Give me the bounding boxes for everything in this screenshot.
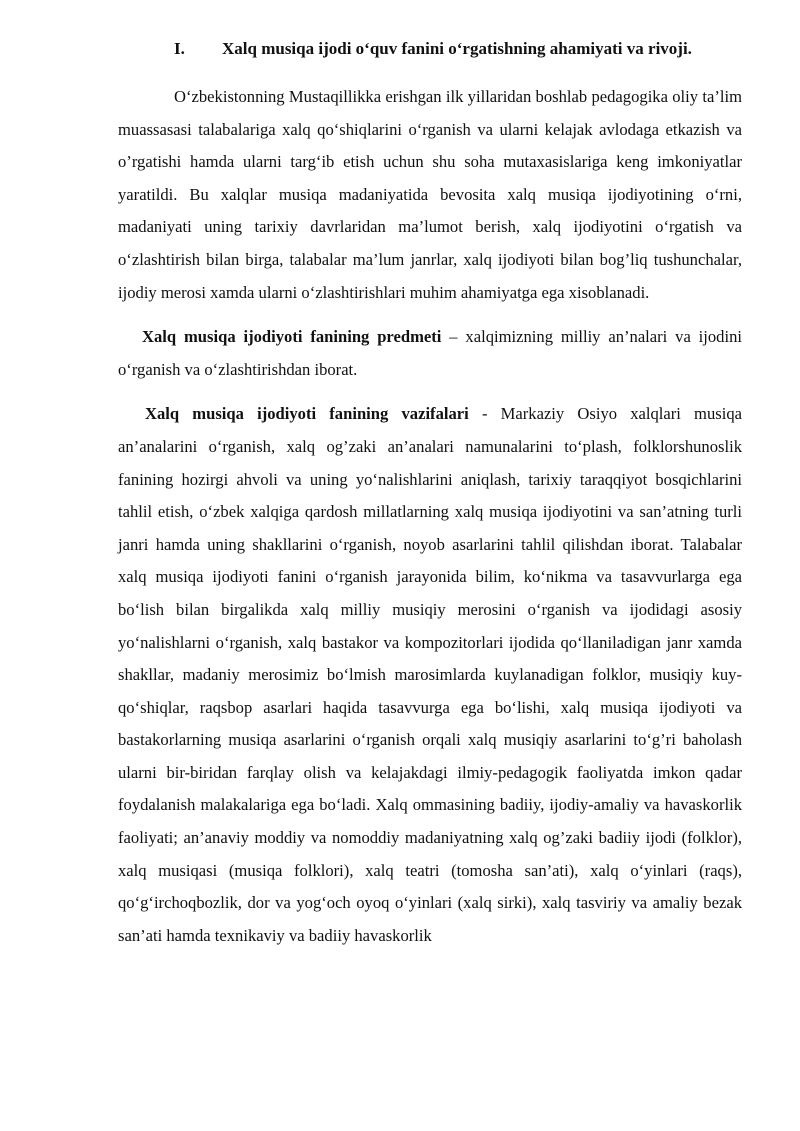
subject-paragraph	[118, 321, 742, 386]
paragraph-gap	[118, 309, 742, 321]
tasks-term: Xalq musiqa ijodiyoti fanining vazifalari	[145, 404, 469, 424]
subject-term: Xalq musiqa ijodiyoti fanining predmeti	[142, 327, 442, 347]
intro-paragraph: O‘zbekistonning Mustaqillikka erishgan ilk yillaridan boshlab pedagogika oliy ta’lim muassasasi talabalariga xalq qo‘shiqlarini o‘rganish va ularni kelajak avlodaga etkazish va o’rgatishi hamda ularni targ‘ib etish uchun shu soha mutaxasislariga keng imkoniyatlar yaratildi. Bu xalqlar musiqa madaniyatida bevosita xalq musiqa ijodiyotining o‘rni, madaniyati uning tarixiy davrlaridan ma’lumot berish, xalq ijodiyotini o‘rgatish va o‘zlashtirish bilan birga, talabalar ma’lum janrlar, xalq ijodiyoti bilan bog’liq tushunchalar, ijodiy merosi xamda ularni o‘zlashtirishlari muhim ahamiyatga ega xisoblanadi.	[118, 87, 742, 302]
section-heading	[118, 36, 742, 62]
tasks-text: - Markaziy Osiyo xalqlari musiqa an’analarini o‘rganish, xalq og’zaki an’analari namunalarini to‘plash, folklorshunoslik fanining hozirgi ahvoli va uning yo‘nalishlarini aniqlash, tarixiy taraqqiyot bosqichlarini tahlil etish, o‘zbek xalqiga qardosh millatlarning xalq musiqa ijodiyotini va san’atning turli janri hamda uning shakllarini o‘rganish, noyob asarlarini tahlil qilishdan iborat. Talabalar xalq musiqa ijodiyoti fanini o‘rganish jarayonida bilim, ko‘nikma va tasavvurlarga ega bo‘lish bilan birgalikda xalq milliy musiqiy merosini o‘rganish va ijodidagi asosiy yo‘nalishlarni o‘rganish, xalq bastakor va kompozitorlari ijodida qo‘llaniladigan janr xamda shakllar, madaniy merosimiz bo‘lmish marosimlarda kuylanadigan folklor, musiqiy kuy-qo‘shiqlar, raqsbop asarlari haqida tasavvurga ega bo‘lishi, xalq musiqa ijodiyoti va bastakorlarning musiqa asarlarini o‘rganish orqali xalq musiqiy asarlarini to‘g’ri baholash ularni bir-biridan farqlay olish va kelajakdagi ilmiy-pedagogik faoliyatda imkon qadar foydalanish malakalariga ega bo‘ladi. Xalq ommasining badiiy, ijodiy-amaliy va havaskorlik faoliyati; an’anaviy moddiy va nomoddiy madaniyatning xalq og’zaki badiiy ijodi (folklor), xalq musiqasi (musiqa folklori), xalq teatri (tomosha san’ati), xalq o‘yinlari (raqs), qo‘g‘irchoqbozlik, dor va yog‘och oyoq o‘yinlari (xalq sirki), xalq tasviriy va amaliy bezak san’ati hamda texnikaviy va badiiy havaskorlik	[118, 404, 742, 945]
tasks-paragraph	[118, 398, 742, 952]
section-number: I.	[174, 39, 185, 58]
document-page	[118, 36, 742, 952]
paragraph-gap	[118, 386, 742, 398]
subject-text: – xalqimizning milliy an’nalari va ijodini o‘rganish va o‘zlashtirishdan iborat.	[118, 327, 742, 379]
section-title: Xalq musiqa ijodi o‘quv fanini o‘rgatishning ahamiyati va rivoji.	[222, 39, 692, 58]
